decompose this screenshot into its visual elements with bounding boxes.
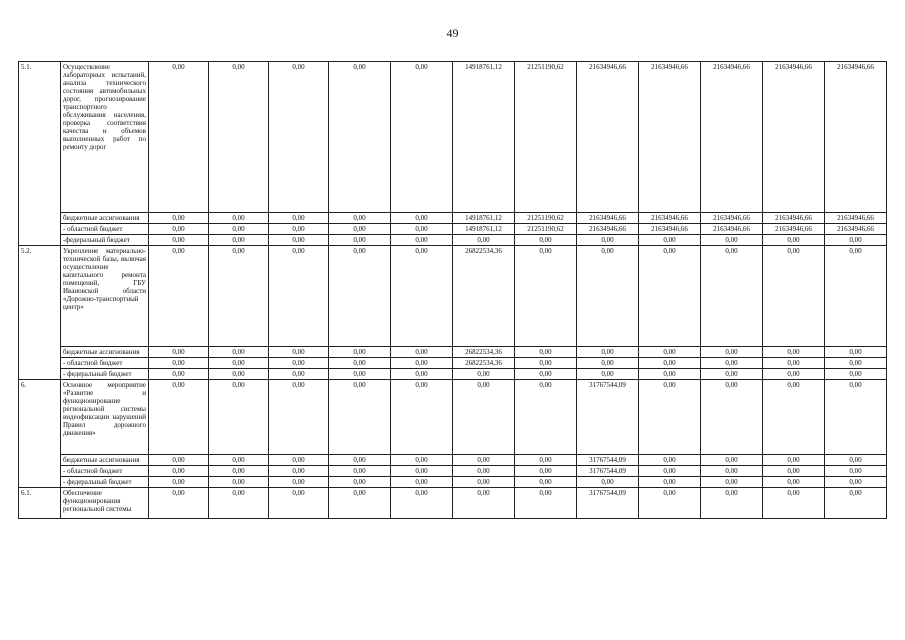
value-cell: 0,00 <box>329 466 391 477</box>
value-cell: 0,00 <box>701 488 763 519</box>
value-cell: 14918761,12 <box>453 224 515 235</box>
subrow <box>19 213 887 224</box>
subrow-label: - областной бюджет <box>61 466 149 477</box>
value-cell: 0,00 <box>269 358 329 369</box>
value-cell: 0,00 <box>763 369 825 380</box>
value-cell: 21634946,66 <box>639 224 701 235</box>
section-row <box>19 246 887 347</box>
value-cell: 0,00 <box>329 224 391 235</box>
value-cell: 21634946,66 <box>701 213 763 224</box>
value-cell: 0,00 <box>391 347 453 358</box>
value-cell: 14918761,12 <box>453 62 515 213</box>
value-cell: 0,00 <box>639 455 701 466</box>
subrow <box>19 477 887 488</box>
value-cell: 0,00 <box>209 380 269 455</box>
value-cell: 0,00 <box>149 488 209 519</box>
value-cell: 0,00 <box>515 347 577 358</box>
subrow-label: бюджетные ассигнования <box>61 213 149 224</box>
value-cell: 21634946,66 <box>763 224 825 235</box>
section-name: Обеспечение функционирования региональной системы <box>61 488 149 519</box>
subrow <box>19 455 887 466</box>
value-cell: 0,00 <box>825 347 887 358</box>
subrow <box>19 235 887 246</box>
value-cell: 0,00 <box>269 224 329 235</box>
value-cell: 0,00 <box>453 235 515 246</box>
value-cell: 21634946,66 <box>639 213 701 224</box>
budget-table-body <box>19 62 887 519</box>
section-name: Укрепление материально-технической базы, включая осуществление капитального ремонта помещений, ГБУ Ивановской области «Дорожно-транспортный центр» <box>61 246 149 347</box>
value-cell: 0,00 <box>391 466 453 477</box>
value-cell: 0,00 <box>329 213 391 224</box>
value-cell: 0,00 <box>149 380 209 455</box>
value-cell: 0,00 <box>825 477 887 488</box>
value-cell: 21634946,66 <box>701 62 763 213</box>
value-cell: 0,00 <box>639 358 701 369</box>
value-cell: 0,00 <box>701 466 763 477</box>
value-cell: 0,00 <box>701 477 763 488</box>
value-cell: 0,00 <box>453 369 515 380</box>
value-cell: 0,00 <box>329 347 391 358</box>
value-cell: 21634946,66 <box>763 62 825 213</box>
value-cell: 21634946,66 <box>763 213 825 224</box>
subrow-label: - областной бюджет <box>61 358 149 369</box>
value-cell: 0,00 <box>515 380 577 455</box>
value-cell: 0,00 <box>149 477 209 488</box>
value-cell: 0,00 <box>515 246 577 347</box>
value-cell: 0,00 <box>391 358 453 369</box>
value-cell: 0,00 <box>209 477 269 488</box>
value-cell: 21634946,66 <box>577 213 639 224</box>
value-cell: 0,00 <box>515 455 577 466</box>
value-cell: 0,00 <box>453 488 515 519</box>
value-cell: 31767544,09 <box>577 380 639 455</box>
value-cell: 0,00 <box>269 369 329 380</box>
value-cell: 0,00 <box>209 246 269 347</box>
value-cell: 21251190,62 <box>515 224 577 235</box>
value-cell: 21634946,66 <box>577 62 639 213</box>
value-cell: 31767544,09 <box>577 466 639 477</box>
value-cell: 21634946,66 <box>577 224 639 235</box>
value-cell: 0,00 <box>149 358 209 369</box>
value-cell: 0,00 <box>209 224 269 235</box>
value-cell: 0,00 <box>515 369 577 380</box>
value-cell: 0,00 <box>329 488 391 519</box>
value-cell: 21634946,66 <box>825 224 887 235</box>
subrow <box>19 466 887 477</box>
value-cell: 0,00 <box>391 455 453 466</box>
value-cell: 0,00 <box>515 235 577 246</box>
value-cell: 0,00 <box>825 358 887 369</box>
value-cell: 0,00 <box>639 246 701 347</box>
value-cell: 0,00 <box>209 347 269 358</box>
value-cell: 0,00 <box>639 380 701 455</box>
value-cell: 0,00 <box>149 347 209 358</box>
value-cell: 0,00 <box>701 358 763 369</box>
value-cell: 0,00 <box>515 466 577 477</box>
budget-table <box>18 61 887 519</box>
value-cell: 0,00 <box>515 477 577 488</box>
page-number: 49 <box>446 26 459 40</box>
value-cell: 0,00 <box>269 477 329 488</box>
value-cell: 0,00 <box>763 235 825 246</box>
value-cell: 14918761,12 <box>453 213 515 224</box>
value-cell: 0,00 <box>329 246 391 347</box>
value-cell: 21251190,62 <box>515 213 577 224</box>
value-cell: 0,00 <box>269 455 329 466</box>
value-cell: 0,00 <box>329 369 391 380</box>
value-cell: 0,00 <box>269 380 329 455</box>
value-cell: 0,00 <box>391 224 453 235</box>
subrow-label: -федеральный бюджет <box>61 235 149 246</box>
value-cell: 0,00 <box>639 477 701 488</box>
value-cell: 0,00 <box>391 477 453 488</box>
value-cell: 0,00 <box>391 235 453 246</box>
value-cell: 0,00 <box>701 235 763 246</box>
value-cell: 0,00 <box>269 246 329 347</box>
value-cell: 0,00 <box>763 455 825 466</box>
value-cell: 0,00 <box>639 369 701 380</box>
value-cell: 0,00 <box>391 213 453 224</box>
value-cell: 0,00 <box>329 380 391 455</box>
value-cell: 0,00 <box>701 369 763 380</box>
value-cell: 0,00 <box>577 246 639 347</box>
value-cell: 0,00 <box>825 466 887 477</box>
value-cell: 0,00 <box>763 358 825 369</box>
subrow <box>19 358 887 369</box>
value-cell: 0,00 <box>453 466 515 477</box>
value-cell: 0,00 <box>329 477 391 488</box>
subrow-label: бюджетные ассигнования <box>61 455 149 466</box>
value-cell: 0,00 <box>825 246 887 347</box>
value-cell: 0,00 <box>391 62 453 213</box>
section-name: Осуществление лабораторных испытаний, анализа технического состояния автомобильных дорог, прогнозирование транспортного обслуживания населения, проверка соответствия качества и объемов выполненных работ по ремонту дорог <box>61 62 149 213</box>
value-cell: 0,00 <box>825 369 887 380</box>
value-cell: 0,00 <box>149 246 209 347</box>
value-cell: 0,00 <box>149 466 209 477</box>
value-cell: 0,00 <box>329 358 391 369</box>
value-cell: 21251190,62 <box>515 62 577 213</box>
value-cell: 0,00 <box>269 488 329 519</box>
value-cell: 0,00 <box>149 455 209 466</box>
subrow <box>19 347 887 358</box>
value-cell: 21634946,66 <box>825 213 887 224</box>
section-number: 5.2. <box>19 246 61 380</box>
subrow-label: - областной бюджет <box>61 224 149 235</box>
value-cell: 26822534,36 <box>453 358 515 369</box>
value-cell: 21634946,66 <box>825 62 887 213</box>
value-cell: 0,00 <box>269 62 329 213</box>
value-cell: 0,00 <box>149 235 209 246</box>
section-number: 5.1. <box>19 62 61 246</box>
value-cell: 0,00 <box>453 477 515 488</box>
value-cell: 21634946,66 <box>701 224 763 235</box>
value-cell: 0,00 <box>329 62 391 213</box>
subrow-label: бюджетные ассигнования <box>61 347 149 358</box>
value-cell: 0,00 <box>763 477 825 488</box>
subrow-label: - федеральный бюджет <box>61 477 149 488</box>
value-cell: 0,00 <box>639 466 701 477</box>
value-cell: 0,00 <box>825 380 887 455</box>
value-cell: 0,00 <box>577 358 639 369</box>
value-cell: 0,00 <box>149 224 209 235</box>
value-cell: 0,00 <box>639 235 701 246</box>
value-cell: 0,00 <box>701 455 763 466</box>
value-cell: 0,00 <box>577 347 639 358</box>
value-cell: 0,00 <box>577 235 639 246</box>
section-number: 6.1. <box>19 488 61 519</box>
value-cell: 21634946,66 <box>639 62 701 213</box>
subrow <box>19 224 887 235</box>
value-cell: 0,00 <box>149 62 209 213</box>
value-cell: 0,00 <box>209 358 269 369</box>
value-cell: 31767544,09 <box>577 488 639 519</box>
value-cell: 0,00 <box>763 466 825 477</box>
value-cell: 0,00 <box>453 455 515 466</box>
value-cell: 26822534,36 <box>453 246 515 347</box>
section-row <box>19 380 887 455</box>
value-cell: 0,00 <box>701 246 763 347</box>
section-row <box>19 62 887 213</box>
value-cell: 0,00 <box>763 347 825 358</box>
value-cell: 0,00 <box>453 380 515 455</box>
value-cell: 0,00 <box>701 380 763 455</box>
value-cell: 0,00 <box>763 488 825 519</box>
value-cell: 0,00 <box>329 455 391 466</box>
value-cell: 0,00 <box>209 369 269 380</box>
value-cell: 0,00 <box>149 369 209 380</box>
value-cell: 0,00 <box>391 488 453 519</box>
value-cell: 0,00 <box>269 466 329 477</box>
value-cell: 0,00 <box>825 488 887 519</box>
value-cell: 0,00 <box>269 213 329 224</box>
section-name: Основное мероприятие «Развитие и функционирование региональной системы видеофиксации нарушений Правил дорожного движения» <box>61 380 149 455</box>
value-cell: 0,00 <box>701 347 763 358</box>
value-cell: 31767544,09 <box>577 455 639 466</box>
value-cell: 26822534,36 <box>453 347 515 358</box>
value-cell: 0,00 <box>763 380 825 455</box>
value-cell: 0,00 <box>149 213 209 224</box>
section-number: 6. <box>19 380 61 488</box>
value-cell: 0,00 <box>209 455 269 466</box>
value-cell: 0,00 <box>269 235 329 246</box>
subrow-label: - федеральный бюджет <box>61 369 149 380</box>
value-cell: 0,00 <box>639 347 701 358</box>
value-cell: 0,00 <box>391 246 453 347</box>
value-cell: 0,00 <box>391 380 453 455</box>
value-cell: 0,00 <box>209 62 269 213</box>
value-cell: 0,00 <box>209 466 269 477</box>
value-cell: 0,00 <box>825 455 887 466</box>
value-cell: 0,00 <box>269 347 329 358</box>
value-cell: 0,00 <box>577 477 639 488</box>
value-cell: 0,00 <box>391 369 453 380</box>
value-cell: 0,00 <box>209 213 269 224</box>
value-cell: 0,00 <box>209 235 269 246</box>
value-cell: 0,00 <box>209 488 269 519</box>
value-cell: 0,00 <box>515 358 577 369</box>
section-row <box>19 488 887 519</box>
value-cell: 0,00 <box>639 488 701 519</box>
subrow <box>19 369 887 380</box>
value-cell: 0,00 <box>515 488 577 519</box>
value-cell: 0,00 <box>763 246 825 347</box>
value-cell: 0,00 <box>329 235 391 246</box>
value-cell: 0,00 <box>577 369 639 380</box>
value-cell: 0,00 <box>825 235 887 246</box>
